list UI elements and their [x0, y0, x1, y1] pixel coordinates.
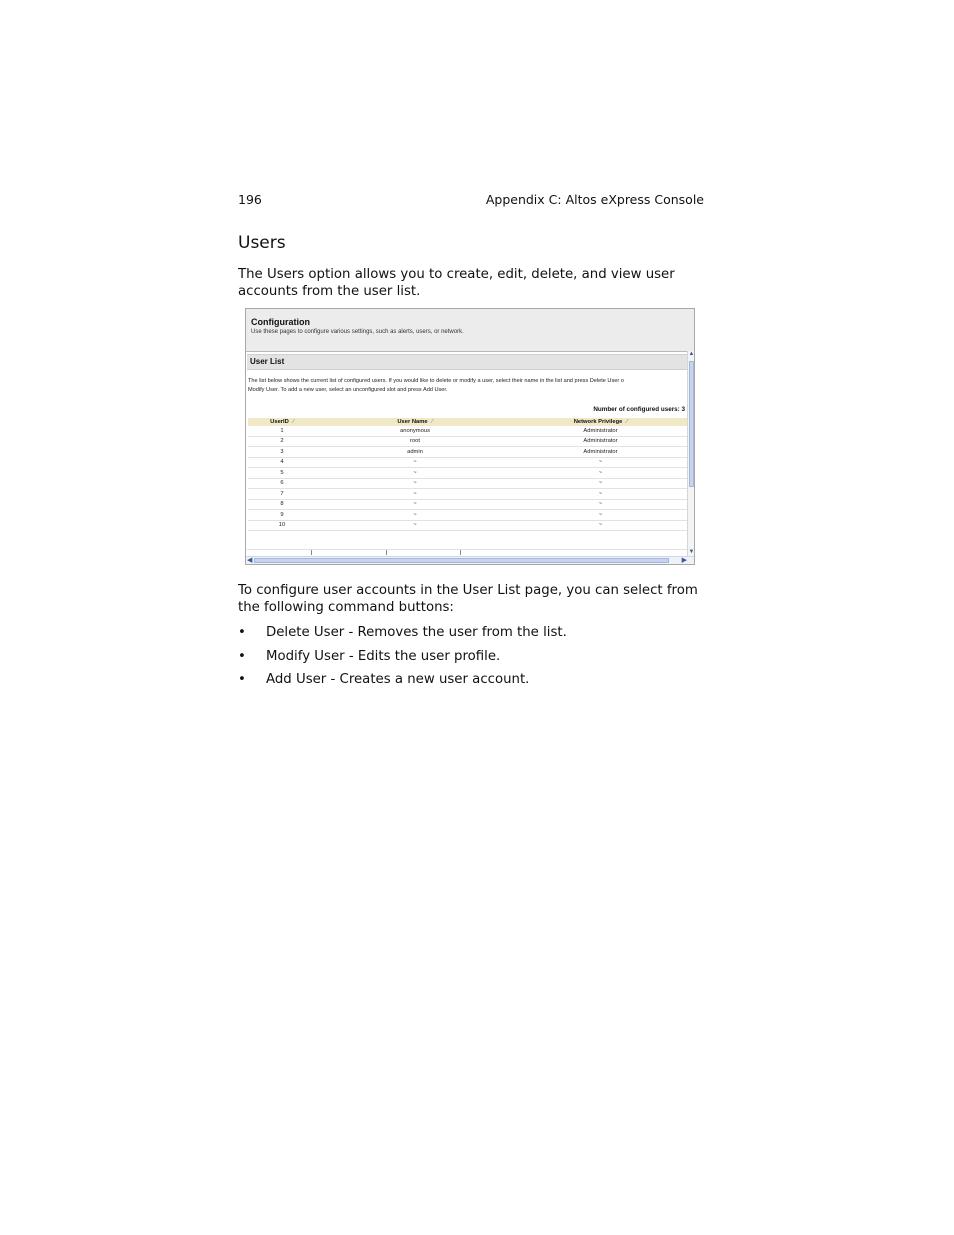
cell-privilege: ~ — [514, 457, 687, 468]
column-header-username[interactable]: User Name ⁄ — [316, 418, 514, 426]
table-row[interactable] — [248, 478, 687, 489]
page-number: 196 — [238, 192, 262, 207]
column-header-userid[interactable]: UserID ⁄ — [248, 418, 316, 426]
cell-userid: 8 — [248, 499, 316, 510]
table-header-row — [248, 418, 687, 426]
user-list-header — [247, 354, 687, 370]
configuration-subtitle: Use these pages to configure various settings, such as alerts, users, or network. — [251, 329, 464, 335]
cell-username: admin — [316, 447, 514, 458]
horizontal-scrollbar[interactable] — [246, 556, 694, 565]
user-list-description — [248, 377, 688, 394]
list-item: • Modify User - Edits the user profile. — [238, 648, 501, 664]
user-table — [248, 418, 687, 531]
column-header-privilege[interactable]: Network Privilege ⁄ — [514, 418, 687, 426]
vertical-scrollbar[interactable] — [687, 351, 695, 556]
cell-privilege: ~ — [514, 489, 687, 500]
cell-userid: 7 — [248, 489, 316, 500]
cell-userid: 2 — [248, 436, 316, 447]
description-line-1: The list below shows the current list of configured users. If you would like to delete or modify a user, select their name in the list and press Delete User o — [248, 378, 624, 384]
section-title: Users — [238, 233, 286, 253]
table-row[interactable] — [248, 436, 687, 447]
sort-icon: ⁄ — [626, 419, 628, 425]
button-divider — [386, 550, 387, 555]
table-row[interactable] — [248, 489, 687, 500]
cell-username: ~ — [316, 478, 514, 489]
table-row[interactable] — [248, 510, 687, 521]
table-row[interactable] — [248, 426, 687, 436]
configured-users-count: Number of configured users: 3 — [593, 406, 685, 413]
configuration-header — [246, 309, 694, 352]
intro-paragraph: The Users option allows you to create, edit, delete, and view user accounts from the user list. — [238, 267, 675, 299]
cell-username: anonymous — [316, 426, 514, 436]
commands-paragraph: To configure user accounts in the User List page, you can select from the following command buttons: — [238, 583, 698, 615]
list-item: • Delete User - Removes the user from the list. — [238, 625, 567, 640]
table-row[interactable] — [248, 457, 687, 468]
cell-userid: 6 — [248, 478, 316, 489]
cell-userid: 10 — [248, 520, 316, 531]
cell-privilege: ~ — [514, 499, 687, 510]
vertical-scroll-thumb[interactable] — [689, 361, 694, 487]
cell-username: ~ — [316, 520, 514, 531]
user-list-screenshot — [245, 308, 695, 565]
cell-userid: 9 — [248, 510, 316, 521]
sort-icon: ⁄ — [431, 419, 433, 425]
configuration-title: Configuration — [251, 317, 310, 327]
button-divider — [460, 550, 461, 555]
scroll-left-icon[interactable]: ◀ — [247, 557, 253, 564]
horizontal-scroll-thumb[interactable] — [254, 558, 669, 563]
command-list — [238, 624, 708, 695]
button-divider — [311, 550, 312, 555]
scroll-up-icon[interactable]: ▲ — [688, 351, 695, 357]
cell-privilege: Administrator — [514, 436, 687, 447]
cell-privilege: Administrator — [514, 447, 687, 458]
cell-username: ~ — [316, 489, 514, 500]
cell-privilege: ~ — [514, 510, 687, 521]
cell-username: ~ — [316, 499, 514, 510]
user-list-title: User List — [250, 357, 285, 366]
table-row[interactable] — [248, 520, 687, 531]
bullet-icon: • — [238, 672, 246, 687]
cell-privilege: Administrator — [514, 426, 687, 436]
table-row[interactable] — [248, 468, 687, 479]
scroll-right-icon[interactable]: ▶ — [681, 557, 687, 564]
bullet-icon: • — [238, 625, 246, 640]
bullet-icon: • — [238, 648, 246, 664]
table-row[interactable] — [248, 447, 687, 458]
running-header: Appendix C: Altos eXpress Console — [485, 192, 704, 207]
description-line-2: Modify User. To add a new user, select an unconfigured slot and press Add User. — [248, 386, 448, 393]
cell-username: ~ — [316, 457, 514, 468]
cell-username: ~ — [316, 510, 514, 521]
cell-userid: 3 — [248, 447, 316, 458]
cell-privilege: ~ — [514, 520, 687, 531]
scroll-down-icon[interactable]: ▼ — [688, 549, 695, 555]
sort-icon: ⁄ — [292, 419, 294, 425]
cell-privilege: ~ — [514, 478, 687, 489]
cell-username: ~ — [316, 468, 514, 479]
cell-userid: 5 — [248, 468, 316, 479]
cell-userid: 4 — [248, 457, 316, 468]
cell-userid: 1 — [248, 426, 316, 436]
cell-username: root — [316, 436, 514, 447]
cell-privilege: ~ — [514, 468, 687, 479]
list-item: • Add User - Creates a new user account. — [238, 672, 530, 687]
table-row[interactable] — [248, 499, 687, 510]
button-bar — [247, 549, 687, 555]
